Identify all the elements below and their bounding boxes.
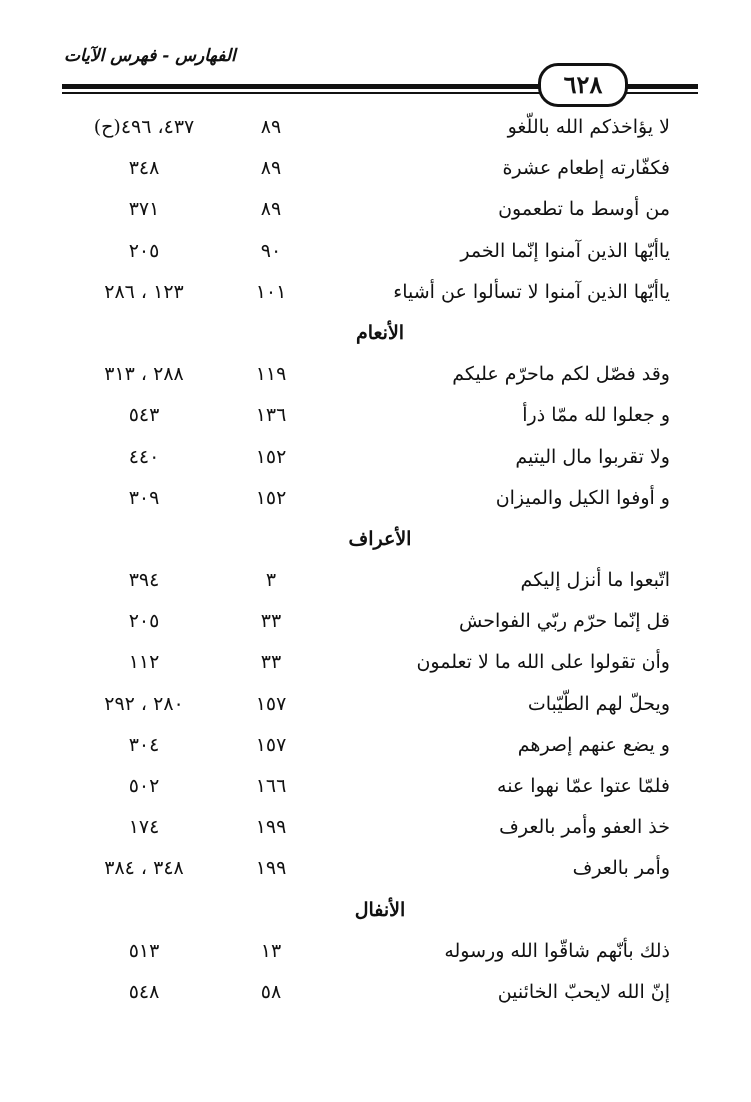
verse-text: فلمّا عتوا عمّا نهوا عنه: [497, 775, 670, 797]
page-references: ٣٤٨ ، ٣٨٤: [104, 857, 184, 880]
verse-text: وأمر بالعرف: [572, 857, 670, 880]
verse-text: فكفّارته إطعام عشرة: [502, 157, 670, 180]
page-references: ٥١٣: [128, 939, 160, 962]
index-entry: [60, 563, 700, 604]
page-references: ١١٢: [128, 651, 160, 674]
ayah-number: ٣٣: [260, 610, 282, 633]
page-references: ٣٧١: [128, 198, 160, 221]
verse-text: خذ العفو وأمر بالعرف: [499, 816, 670, 839]
verse-text: و جعلوا لله ممّا ذرأ: [522, 404, 670, 427]
verse-text: وأن تقولوا على الله ما لا تعلمون: [416, 651, 670, 674]
surah-name: الأنفال: [354, 898, 406, 921]
ayah-number: ١٩٩: [255, 857, 287, 880]
ayah-number: ٨٩: [260, 116, 282, 138]
page-references: ٣٠٩: [128, 486, 160, 509]
index-entry: [60, 440, 700, 481]
index-entry: [60, 234, 700, 275]
verse-text: ذلك بأنّهم شاقّوا الله ورسوله: [444, 939, 670, 962]
index-entry: [60, 192, 700, 233]
page-references: ٢٠٥: [128, 610, 160, 633]
page-references: ٣٤٨: [128, 157, 160, 180]
header-title: الفهارس - فهرس الآيات: [64, 46, 236, 66]
ayah-number: ٨٩: [260, 198, 282, 221]
verse-text: ياأيّها الذين آمنوا لا تسألوا عن أشياء: [393, 280, 670, 303]
ayah-number: ١٣٦: [255, 404, 287, 427]
page-references: ٤٤٠: [128, 445, 160, 468]
page-references: ٤٣٧، ٤٩٦(ح): [93, 116, 195, 138]
verse-text: من أوسط ما تطعمون: [498, 198, 670, 221]
page-references: ٢٨٠ ، ٢٩٢: [104, 692, 184, 715]
index-entry: [60, 810, 700, 851]
ayah-number: ١٥٢: [255, 486, 287, 509]
page-references: ١٢٣ ، ٢٨٦: [104, 280, 184, 303]
page-references: ٢٠٥: [128, 239, 160, 262]
ayah-number: ٩٠: [260, 239, 282, 262]
index-entry: [60, 481, 700, 522]
index-entry: [60, 275, 700, 316]
surah-heading-row: [60, 316, 700, 357]
ayah-number: ١٥٧: [255, 692, 287, 715]
surah-heading-row: [60, 893, 700, 934]
index-entry: [60, 604, 700, 645]
verse-text: وقد فصّل لكم ماحرّم عليكم: [452, 363, 670, 386]
verse-text: اتّبعوا ما أنزل إليكم: [520, 569, 670, 592]
ayah-number: ١٥٢: [255, 445, 287, 468]
ayah-number: ٥٨: [260, 980, 282, 1003]
ayah-number: ٨٩: [260, 157, 282, 180]
page-references: ٥٠٢: [128, 775, 160, 797]
index-entry: [60, 769, 700, 810]
verse-text: و يضع عنهم إصرهم: [517, 733, 670, 756]
page-references: ١٧٤: [128, 816, 160, 839]
ayah-number: ١٦٦: [255, 775, 287, 797]
index-entry: [60, 151, 700, 192]
ayah-number: ١٠١: [255, 280, 287, 303]
index-entry: [60, 934, 700, 975]
surah-heading-row: [60, 522, 700, 563]
index-entry: [60, 975, 700, 1016]
ayah-number: ٣٣: [260, 651, 282, 674]
verse-text: قل إنّما حرّم ربّي الفواحش: [458, 610, 670, 633]
verse-text: لا يؤاخذكم الله باللّغو: [507, 116, 670, 138]
page-references: ٥٤٨: [128, 980, 160, 1003]
ayah-number: ١٩٩: [255, 816, 287, 839]
ayah-number: ٣: [265, 569, 277, 592]
ayah-number: ١١٩: [255, 363, 287, 386]
surah-name: الأنعام: [355, 321, 405, 344]
index-entry: [60, 851, 700, 892]
index-entry: [60, 110, 700, 151]
surah-name: الأعراف: [348, 527, 412, 550]
verse-text: و أوفوا الكيل والميزان: [495, 486, 670, 509]
page-references: ٣٩٤: [128, 569, 160, 592]
verse-index-list: [60, 110, 700, 1016]
ayah-number: ١٥٧: [255, 733, 287, 756]
index-entry: [60, 728, 700, 769]
page-references: ٢٨٨ ، ٣١٣: [104, 363, 184, 386]
page-number-badge: ٦٢٨: [538, 63, 628, 107]
verse-text: ولا تقربوا مال اليتيم: [515, 445, 670, 468]
verse-text: ياأيّها الذين آمنوا إنّما الخمر: [460, 239, 670, 262]
verse-text: إنّ الله لايحبّ الخائنين: [497, 980, 670, 1003]
index-entry: [60, 687, 700, 728]
index-entry: [60, 357, 700, 398]
ayah-number: ١٣: [260, 939, 282, 962]
page-references: ٣٠٤: [128, 733, 160, 756]
index-entry: [60, 645, 700, 686]
page-references: ٥٤٣: [128, 404, 160, 427]
index-entry: [60, 398, 700, 439]
verse-text: ويحلّ لهم الطّيّبات: [527, 692, 670, 715]
